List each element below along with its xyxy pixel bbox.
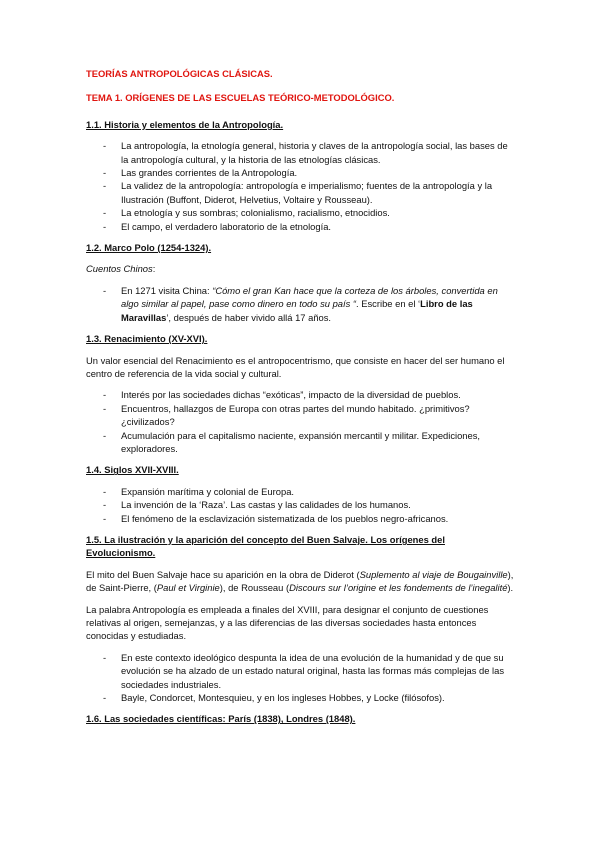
list-item: - Encuentros, hallazgos de Europa con otras partes del mundo habitado. ¿primitivos? ¿civilizados? bbox=[86, 402, 514, 429]
antropologia-paragraph: La palabra Antropología es empleada a finales del XVIII, para designar el conjunto de cuestiones relativas al origen, semejanzas, y a las diferencias de las diversas sociedades hasta entonces conocidas y estudiadas. bbox=[86, 603, 489, 642]
list-item: - La validez de la antropología: antropología e imperialismo; fuentes de la antropología y la Ilustración (Buffont, Diderot, Helvetius, Voltaire y Rousseau). bbox=[86, 179, 514, 206]
section-1-4-list bbox=[86, 485, 514, 525]
document-title: TEORÍAS ANTROPOLÓGICAS CLÁSICAS. bbox=[86, 68, 273, 79]
colon-text: : bbox=[152, 263, 156, 275]
list-item: - La invención de la ‘Raza’. Las castas y las calidades de los humanos. bbox=[86, 498, 514, 511]
section-1-1-list bbox=[86, 139, 514, 233]
list-item: - Bayle, Condorcet, Montesquieu, y en los ingleses Hobbes, y Locke (filósofos). bbox=[86, 691, 514, 704]
work-title: Suplemento al viaje de Bougainville bbox=[359, 568, 508, 580]
list-item: - El fenómeno de la esclavización sistematizada de los pueblos negro-africanos. bbox=[86, 512, 514, 525]
list-item: - La antropología, la etnología general, historia y claves de la antropología social, las bases de la antropología cultural, y la historia de las etnologías clásicas. bbox=[86, 139, 514, 166]
section-heading-1-2: 1.2. Marco Polo (1254-1324). bbox=[86, 242, 212, 254]
list-item: - El campo, el verdadero laboratorio de la etnología. bbox=[86, 220, 514, 233]
text-span: ), de Saint-Pierre, ( bbox=[86, 568, 514, 594]
cuentos-chinos-title: Cuentos Chinos bbox=[86, 263, 153, 275]
section-heading-1-5: 1.5. La ilustración y la aparición del concepto del Buen Salvaje. Los orígenes del Evolucionismo. bbox=[86, 533, 445, 559]
list-item: - Expansión marítima y colonial de Europa. bbox=[86, 485, 514, 498]
document-body bbox=[86, 67, 514, 734]
text-span: ’, después de haber vivido allá 17 años. bbox=[166, 311, 332, 323]
list-item bbox=[86, 284, 514, 324]
text-span: ). bbox=[507, 582, 514, 594]
section-heading-1-6: 1.6. Las sociedades científicas: París (1838), Londres (1848). bbox=[86, 713, 356, 725]
book-title: Libro de las Maravillas bbox=[121, 298, 473, 323]
list-item: - Acumulación para el capitalismo naciente, expansión mercantil y militar. Expediciones, exploradores. bbox=[86, 429, 514, 456]
section-1-3-list bbox=[86, 388, 514, 455]
section-1-5-list bbox=[86, 651, 514, 705]
text-span: ), de Rousseau ( bbox=[219, 582, 290, 594]
text-span: En 1271 visita China: bbox=[121, 284, 213, 296]
section-heading-1-4: 1.4. Siglos XVII-XVIII. bbox=[86, 464, 179, 476]
section-1-2-list bbox=[86, 284, 514, 324]
list-item: - Las grandes corrientes de la Antropología. bbox=[86, 166, 514, 179]
text-span: El mito del Buen Salvaje hace su aparición en la obra de Diderot ( bbox=[86, 568, 360, 580]
buen-salvaje-paragraph bbox=[86, 568, 514, 595]
tema-title: TEMA 1. ORÍGENES DE LAS ESCUELAS TEÓRICO-METODOLÓGICO. bbox=[86, 92, 395, 104]
section-heading-1-1: 1.1. Historia y elementos de la Antropología. bbox=[86, 118, 284, 130]
section-heading-1-3: 1.3. Renacimiento (XV-XVI). bbox=[86, 333, 208, 345]
list-item: - Interés por las sociedades dichas “exóticas”, impacto de la diversidad de pueblos. bbox=[86, 388, 514, 401]
marco-polo-quote: “Cómo el gran Kan hace que la corteza de los árboles, convertida en algo similar al papel, pase como dinero en todo su país “ bbox=[121, 284, 498, 310]
work-title: Discours sur l’origine et les fondements de l’inegalité bbox=[289, 582, 508, 594]
list-item: - La etnología y sus sombras; colonialismo, racialismo, etnocidios. bbox=[86, 206, 514, 219]
work-title: Paul et Virginie bbox=[156, 582, 220, 594]
text-span: . Escribe en el ‘ bbox=[356, 298, 421, 310]
list-item: - En este contexto ideológico despunta la idea de una evolución de la humanidad y de que su evolución se ha alzado de un estado natural original, hasta las formas más complejas de las sociedades industriales. bbox=[86, 651, 514, 691]
cuentos-chinos-label bbox=[86, 262, 514, 275]
renacimiento-paragraph: Un valor esencial del Renacimiento es el antropocentrismo, que consiste en hacer del ser humano el centro de referencia de la vida social y cultural. bbox=[86, 354, 505, 379]
